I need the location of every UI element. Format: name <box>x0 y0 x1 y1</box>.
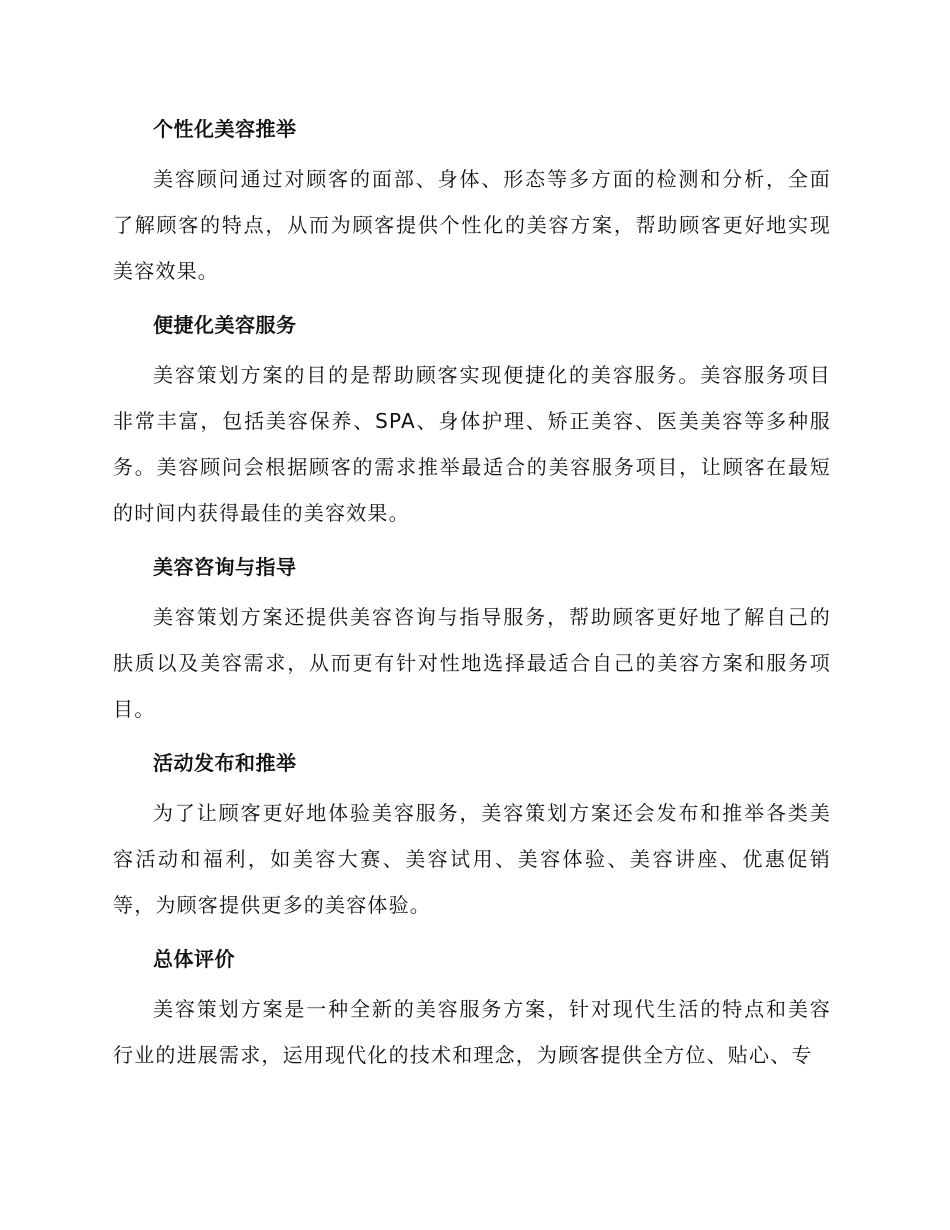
section-heading-personalized: 个性化美容推举 <box>153 117 297 141</box>
section-paragraph-overall-evaluation: 美容策划方案是一种全新的美容服务方案，针对现代生活的特点和美容行业的进展需求，运用现代化的技术和理念，为顾客提供全方位、贴心、专 <box>113 997 831 1067</box>
section-paragraph-personalized: 美容顾问通过对顾客的面部、身体、形态等多方面的检测和分析，全面了解顾客的特点，从而为顾客提供个性化的美容方案，帮助顾客更好地实现美容效果。 <box>113 167 831 283</box>
section-heading-consulting: 美容咨询与指导 <box>153 555 297 579</box>
section-paragraph-events: 为了让顾客更好地体验美容服务，美容策划方案还会发布和推举各类美容活动和福利，如美容大赛、美容试用、美容体验、美容讲座、优惠促销等，为顾客提供更多的美容体验。 <box>113 801 831 917</box>
section-paragraph-convenient-service: 美容策划方案的目的是帮助顾客实现便捷化的美容服务。美容服务项目非常丰富，包括美容保养、SPA、身体护理、矫正美容、医美美容等多种服务。美容顾问会根据顾客的需求推举最适合的美容服务项目，让顾客在最短的时间内获得最佳的美容效果。 <box>113 363 831 525</box>
document-page <box>113 108 831 1088</box>
section-heading-events: 活动发布和推举 <box>153 751 297 775</box>
section-heading-convenient-service: 便捷化美容服务 <box>153 313 297 337</box>
section-heading-overall-evaluation: 总体评价 <box>153 947 235 971</box>
section-paragraph-consulting: 美容策划方案还提供美容咨询与指导服务，帮助顾客更好地了解自己的肤质以及美容需求，从而更有针对性地选择最适合自己的美容方案和服务项目。 <box>113 605 831 721</box>
